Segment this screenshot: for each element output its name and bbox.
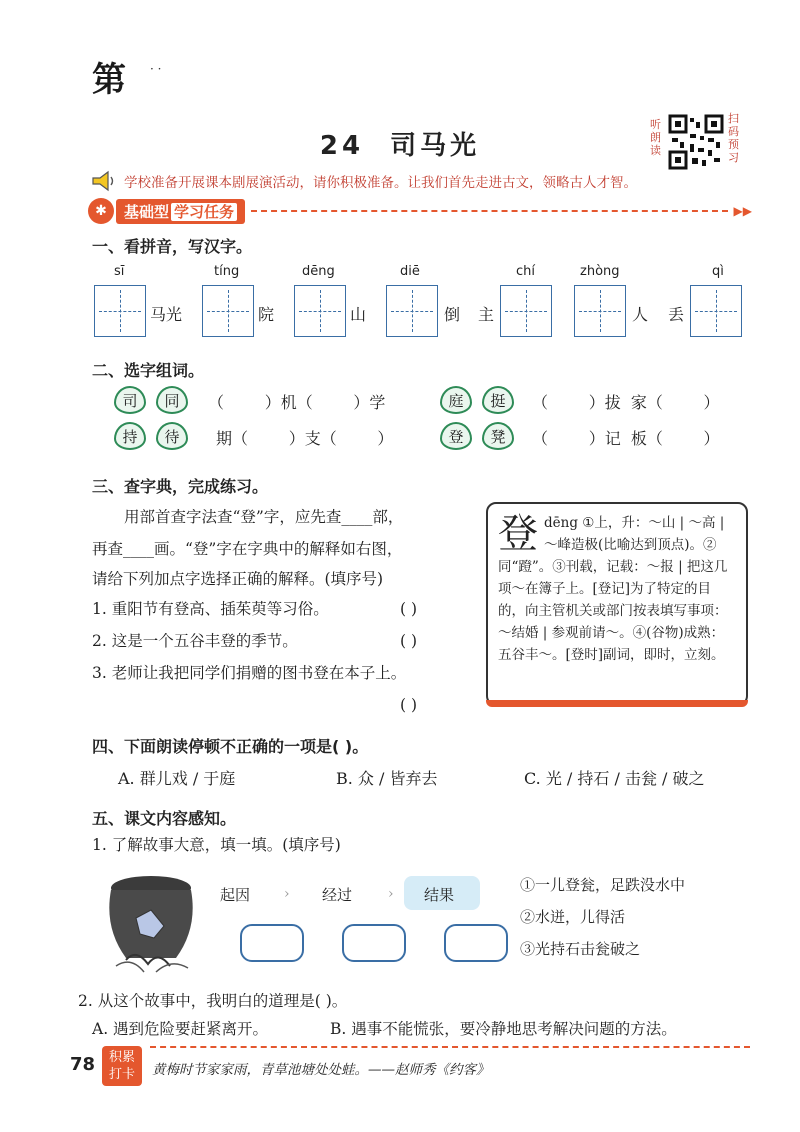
- answer-paren-3[interactable]: ( ): [400, 696, 418, 714]
- option-b[interactable]: B. 众 / 皆弃去: [336, 769, 438, 788]
- pinyin-7: qì: [712, 264, 724, 279]
- leaf-option: 挺: [482, 386, 514, 414]
- option-c[interactable]: C. 光 / 持石 / 击瓮 / 破之: [524, 769, 705, 788]
- page-number: 78: [70, 1054, 96, 1075]
- q2-option-a[interactable]: A. 遇到危险要赶紧离开。: [92, 1020, 269, 1038]
- option-a[interactable]: A. 群儿戏 / 于庭: [118, 769, 236, 788]
- hanzi-box-7[interactable]: [690, 285, 742, 337]
- instruction-line-3: 请给下列加点字选择正确的解释。(填序号): [92, 570, 384, 588]
- task-divider: [251, 210, 728, 212]
- fill-line[interactable]: （ ）机（ ）学: [208, 393, 386, 412]
- task-label-part2: 学习任务: [171, 203, 237, 221]
- hanzi-box-5[interactable]: [500, 285, 552, 337]
- section3-heading: 三、查字典，完成练习。: [92, 477, 269, 496]
- footer-stamp: [102, 1046, 142, 1086]
- leaf-option: 司: [114, 386, 146, 414]
- answer-box-result[interactable]: [444, 924, 508, 962]
- word-part-6: 人: [632, 305, 649, 324]
- double-arrow-icon: ▶▶: [733, 204, 752, 218]
- fill-line[interactable]: （ ）拔 家（ ）: [532, 393, 720, 412]
- answer-paren-1[interactable]: ( ): [400, 600, 418, 618]
- chevron-right-icon: ›: [388, 886, 394, 902]
- event-2: ②水迸，儿得活: [520, 908, 626, 926]
- word-part-1: 马光: [150, 305, 183, 324]
- fill-line[interactable]: （ ）记 板（ ）: [532, 429, 720, 448]
- qr-code-icon[interactable]: [668, 114, 724, 170]
- chevron-right-icon: ›: [284, 886, 290, 902]
- word-part-7: 丢: [668, 305, 685, 324]
- pinyin-1: sī: [114, 264, 125, 279]
- qr-right-label: 扫码预习: [728, 112, 739, 164]
- intro-text: 学校准备开展课本剧展演活动，请你积极准备。让我们首先走进古文，领略古人才智。: [124, 175, 637, 191]
- footer-divider: [150, 1046, 750, 1048]
- intro-line: [90, 168, 750, 194]
- stamp-line-1: 积累: [108, 1050, 135, 1065]
- task-label-part1: 基础型: [124, 202, 170, 221]
- section1-heading: 一、看拼音，写汉字。: [92, 237, 253, 256]
- hanzi-box-2[interactable]: [202, 285, 254, 337]
- fill-line[interactable]: 期（ ）支（ ）: [216, 429, 394, 448]
- megaphone-icon: [90, 168, 116, 194]
- pinyin-5: chí: [516, 264, 535, 279]
- water-jar-illustration-icon: [96, 868, 206, 974]
- word-part-5: 主: [478, 305, 495, 324]
- word-part-4: 倒: [444, 305, 461, 324]
- word-part-3: 山: [350, 305, 367, 324]
- stage-process: 经过: [322, 886, 353, 904]
- dictionary-entry: [486, 502, 748, 706]
- pinyin-2: tíng: [214, 264, 240, 279]
- instruction-line-1: 用部首查字法查“登”字，应先查____部，: [124, 508, 404, 526]
- instruction-line-2: 再查____画。“登”字在字典中的解释如右图，: [92, 540, 403, 558]
- question-3: 3. 老师让我把同学们捐赠的图书登在本子上。: [92, 664, 407, 682]
- hanzi-box-4[interactable]: [386, 285, 438, 337]
- dictionary-text: dēng ①上，升：～山 | ～高 | ～峰造极(比喻达到顶点)。②同“蹬”。③刊载，记载：～报 | 把这几项～在簿子上。[登记]为了特定的目的，向主管机关或部门按表填写事项：～结婚 | 参观前请～。④(谷物)成熟：五谷丰～。[登时]副词，即时，立刻。: [498, 515, 728, 663]
- word-part-2: 院: [258, 305, 275, 324]
- leaf-option: 待: [156, 422, 188, 450]
- hanzi-box-6[interactable]: [574, 285, 626, 337]
- lesson-number: 24: [319, 131, 365, 161]
- event-1: ①一儿登瓮，足跌没水中: [520, 876, 686, 894]
- stage-cause: 起因: [220, 886, 251, 904]
- leaf-option: 登: [440, 422, 472, 450]
- question-2: 2. 这是一个五谷丰登的季节。: [92, 632, 298, 650]
- answer-box-cause[interactable]: [240, 924, 304, 962]
- pinyin-6: zhòng: [580, 264, 620, 279]
- pinyin-3: dēng: [302, 264, 335, 279]
- section2-heading: 二、选字组词。: [92, 361, 205, 380]
- corner-mark: 第: [92, 60, 128, 100]
- q2-option-b[interactable]: B. 遇事不能慌张，要冷静地思考解决问题的方法。: [330, 1020, 677, 1038]
- stamp-line-2: 打卡: [108, 1067, 135, 1082]
- answer-paren-2[interactable]: ( ): [400, 632, 418, 650]
- leaf-option: 持: [114, 422, 146, 450]
- leaf-option: 同: [156, 386, 188, 414]
- pinyin-4: diē: [400, 264, 420, 279]
- task-label: [116, 199, 245, 224]
- leaf-option: 凳: [482, 422, 514, 450]
- answer-box-process[interactable]: [342, 924, 406, 962]
- event-3: ③光持石击瓮破之: [520, 940, 641, 958]
- task-banner: [88, 198, 752, 224]
- section5-heading: 五、课文内容感知。: [92, 809, 237, 828]
- leaf-option: 庭: [440, 386, 472, 414]
- corner-dots: · ·: [150, 62, 162, 76]
- section5-question-2: 2. 从这个故事中，我明白的道理是( )。: [78, 992, 348, 1010]
- footer-quote: 黄梅时节家家雨，青草池塘处处蛙。——赵师秀《约客》: [152, 1062, 490, 1078]
- section5-question-1: 1. 了解故事大意，填一填。(填序号): [92, 836, 341, 854]
- section4-heading: 四、下面朗读停顿不正确的一项是( )。: [92, 737, 369, 756]
- dictionary-char: 登: [498, 511, 538, 557]
- question-1: 1. 重阳节有登高、插茱萸等习俗。: [92, 600, 329, 618]
- dictionary-accent-bar: [486, 700, 748, 707]
- lightbulb-icon: ✱: [88, 198, 114, 224]
- hanzi-box-3[interactable]: [294, 285, 346, 337]
- lesson-title: 司马光: [390, 131, 481, 161]
- qr-left-label: 听朗读: [650, 118, 661, 157]
- stage-result: 结果: [424, 886, 455, 904]
- hanzi-box-1[interactable]: [94, 285, 146, 337]
